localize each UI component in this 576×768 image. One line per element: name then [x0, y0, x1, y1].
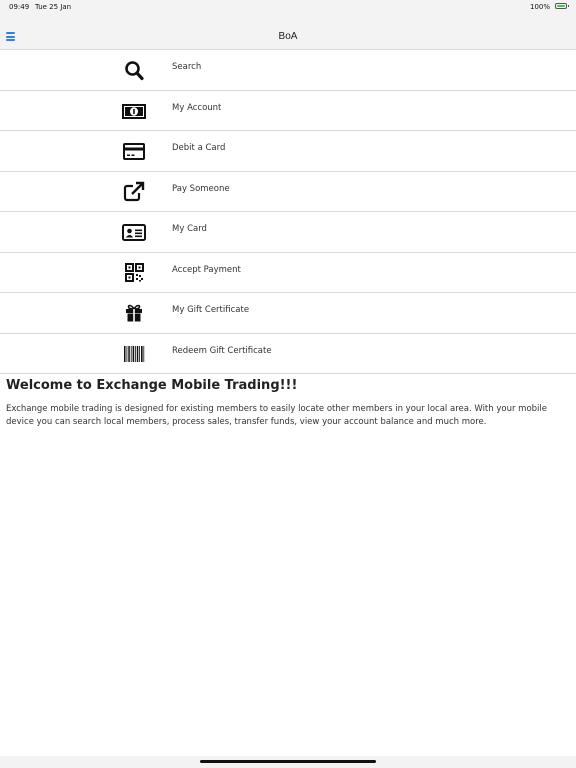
menu-item-label: Debit a Card: [172, 143, 226, 153]
barcode-icon: [121, 342, 147, 366]
external-link-icon: [121, 180, 147, 204]
welcome-heading: Welcome to Exchange Mobile Trading!!!: [6, 378, 298, 393]
money-icon: [121, 99, 147, 123]
menu-item-accept-payment[interactable]: [0, 253, 576, 294]
page-title: BoA: [278, 31, 298, 42]
menu-item-label: My Card: [172, 224, 207, 234]
menu-item-my-account[interactable]: [0, 91, 576, 132]
menu-item-search[interactable]: [0, 50, 576, 91]
menu-item-label: Redeem Gift Certificate: [172, 345, 272, 356]
menu-item-label: My Account: [172, 102, 222, 113]
status-time: 09:49: [9, 3, 30, 11]
home-indicator[interactable]: [200, 760, 376, 763]
search-icon: [121, 58, 147, 82]
menu-item-redeem-gift-certificate[interactable]: [0, 334, 576, 375]
home-bar-area: [0, 756, 576, 768]
status-bar: [0, 0, 576, 14]
id-card-icon: [121, 220, 147, 244]
menu-item-label: Pay Someone: [172, 183, 230, 194]
qrcode-icon: [121, 261, 147, 285]
menu-item-my-card[interactable]: [0, 212, 576, 253]
welcome-text: Exchange mobile trading is designed for existing members to easily locate other members in your local area. With your mobile device you can search local members, process sales, transfer funds, view your account balance and much more.: [6, 404, 547, 427]
status-date: Tue 25 Jan: [35, 3, 72, 11]
welcome-section: [6, 378, 572, 429]
menu-item-label: My Gift Certificate: [172, 305, 250, 315]
menu-item-my-gift-certificate[interactable]: [0, 293, 576, 334]
battery-percentage: 100%: [529, 3, 550, 11]
credit-card-icon: [121, 139, 147, 163]
menu-item-label: Accept Payment: [172, 264, 241, 275]
menu-item-debit-a-card[interactable]: [0, 131, 576, 172]
nav-bar: [0, 14, 576, 50]
menu-item-label: Search: [172, 62, 202, 72]
menu-item-pay-someone[interactable]: [0, 172, 576, 213]
gift-icon: [121, 301, 147, 325]
battery-icon: [555, 3, 567, 9]
main-menu: [0, 50, 576, 374]
